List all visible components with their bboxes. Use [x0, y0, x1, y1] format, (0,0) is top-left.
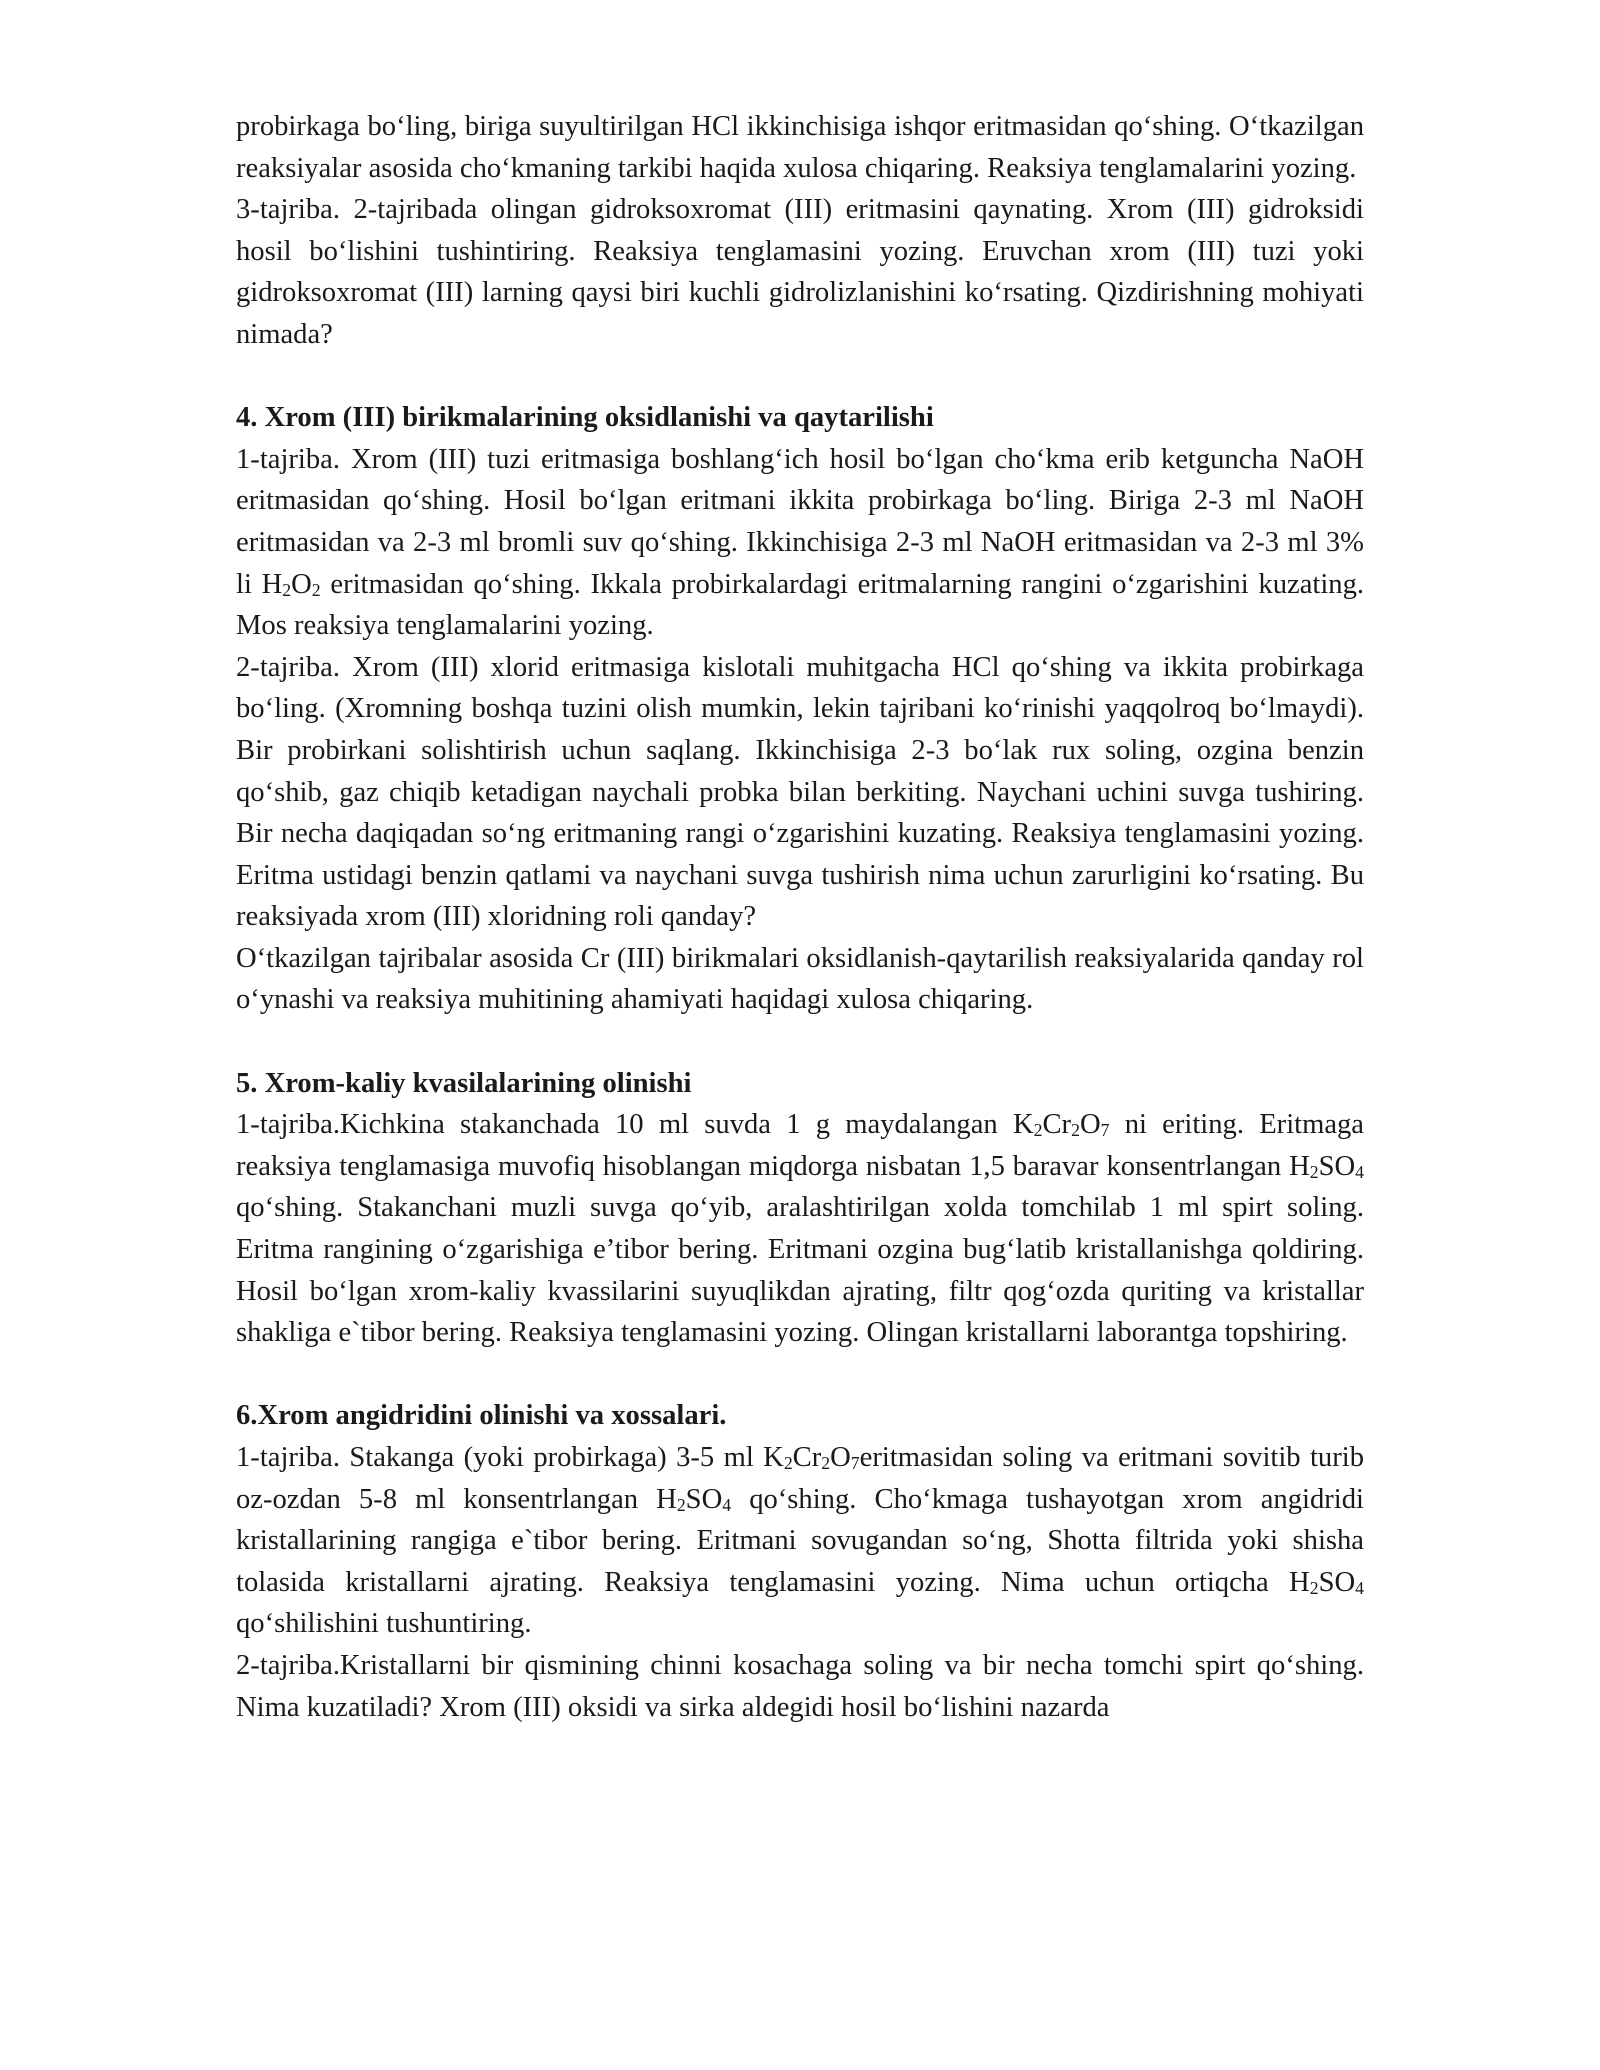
section-heading-6: 6.Xrom angidridini olinishi va xossalari.: [236, 1400, 727, 1432]
document-page: [236, 106, 1364, 1728]
paragraph-4-conclusion: O‘tkazilgan tajribalar asosida Cr (III) birikmalari oksidlanish-qaytarilish reaksiyalarida qanday rol o‘ynashi va reaksiya muhitining ahamiyati haqidagi xulosa chiqaring.: [236, 942, 1364, 1016]
paragraph-5-experiment-1: 1-tajriba.Kichkina stakanchada 10 ml suvda 1 g maydalangan $K_2Cr_2O_7$ ni eriting. Eritmaga reaksiya tenglamasiga muvofiq hisoblangan miqdorga nisbatan 1,5 baravar konsentrlangan $H_2SO_4$ qo‘shing. Stakanchani muzli suvga qo‘yib, aralashtirilgan xolda tomchilab 1 ml spirt soling. Eritma rangining o‘zgarishiga e’tibor bering. Eritmani ozgina bug‘latib kristallanishga qoldiring. Hosil bo‘lgan xrom-kaliy kvassilarini suyuqlikdan ajrating, filtr qog‘ozda quriting va kristallar shakliga e`tibor bering. Reaksiya tenglamasini yozing. Olingan kristallarni laborantga topshiring.: [236, 1109, 1364, 1349]
spacer: [236, 1021, 1364, 1063]
section-heading-4: 4. Xrom (III) birikmalarining oksidlanishi va qaytarilishi: [236, 402, 934, 434]
spacer: [236, 1354, 1364, 1396]
paragraph-experiment-3: 3-tajriba. 2-tajribada olingan gidroksoxromat (III) eritmasini qaynating. Xrom (III) gidroksidi hosil bo‘lishini tushintiring. Reaksiya tenglamasini yozing. Eruvchan xrom (III) tuzi yoki gidroksoxromat (III) larning qaysi biri kuchli gidrolizlanishini ko‘rsating. Qizdirishning mohiyati nimada?: [236, 194, 1364, 350]
paragraph-4-experiment-2: 2-tajriba. Xrom (III) xlorid eritmasiga kislotali muhitgacha HCl qo‘shing va ikkita probirkaga bo‘ling. (Xromning boshqa tuzini olish mumkin, lekin tajribani ko‘rinishi yaqqolroq bo‘lmaydi). Bir probirkani solishtirish uchun saqlang. Ikkinchisiga 2-3 bo‘lak rux soling, ozgina benzin qo‘shib, gaz chiqib ketadigan naychali probka bilan berkiting. Naychani uchini suvga tushiring. Bir necha daqiqadan so‘ng eritmaning rangi o‘zgarishini kuzating. Reaksiya tenglamasini yozing. Eritma ustidagi benzin qatlami va naychani suvga tushirish nima uchun zarurligini ko‘rsating. Bu reaksiyada xrom (III) xloridning roli qanday?: [236, 651, 1364, 933]
spacer: [236, 356, 1364, 398]
section-heading-5: 5. Xrom-kaliy kvasilalarining olinishi: [236, 1067, 692, 1099]
paragraph-6-experiment-2: 2-tajriba.Kristallarni bir qismining chinni kosachaga soling va bir necha tomchi spirt qo‘shing. Nima kuzatiladi? Xrom (III) oksidi va sirka aldegidi hosil bo‘lishini nazarda: [236, 1649, 1364, 1723]
paragraph-intro: probirkaga bo‘ling, biriga suyultirilgan HCl ikkinchisiga ishqor eritmasidan qo‘shing. O‘tkazilgan reaksiyalar asosida cho‘kmaning tarkibi haqida xulosa chiqaring. Reaksiya tenglamalarini yozing.: [236, 111, 1364, 184]
paragraph-6-experiment-1: 1-tajriba. Stakanga (yoki probirkaga) 3-5 ml $K_2Cr_2O_7eritmasidan$ soling va eritmani sovitib turib oz-ozdan 5-8 ml konsentrlangan $H_2SO_4$ qo‘shing. Cho‘kmaga tushayotgan xrom angidridi kristallarining rangiga e`tibor bering. Eritmani sovugandan so‘ng, Shotta filtrida yoki shisha tolasida kristallarni ajrating. Reaksiya tenglamasini yozing. Nima uchun ortiqcha $H_2SO_4$ qo‘shilishini tushuntiring.: [236, 1442, 1364, 1640]
paragraph-4-experiment-1: 1-tajriba. Xrom (III) tuzi eritmasiga boshlang‘ich hosil bo‘lgan cho‘kma erib ketguncha NaOH eritmasidan qo‘shing. Hosil bo‘lgan eritmani ikkita probirkaga bo‘ling. Biriga 2-3 ml NaOH eritmasidan va 2-3 ml bromli suv qo‘shing. Ikkinchisiga 2-3 ml NaOH eritmasidan va 2-3 ml 3% li $H_2O_2$ eritmasidan qo‘shing. Ikkala probirkalardagi eritmalarning rangini o‘zgarishini kuzating. Mos reaksiya tenglamalarini yozing.: [236, 443, 1365, 642]
